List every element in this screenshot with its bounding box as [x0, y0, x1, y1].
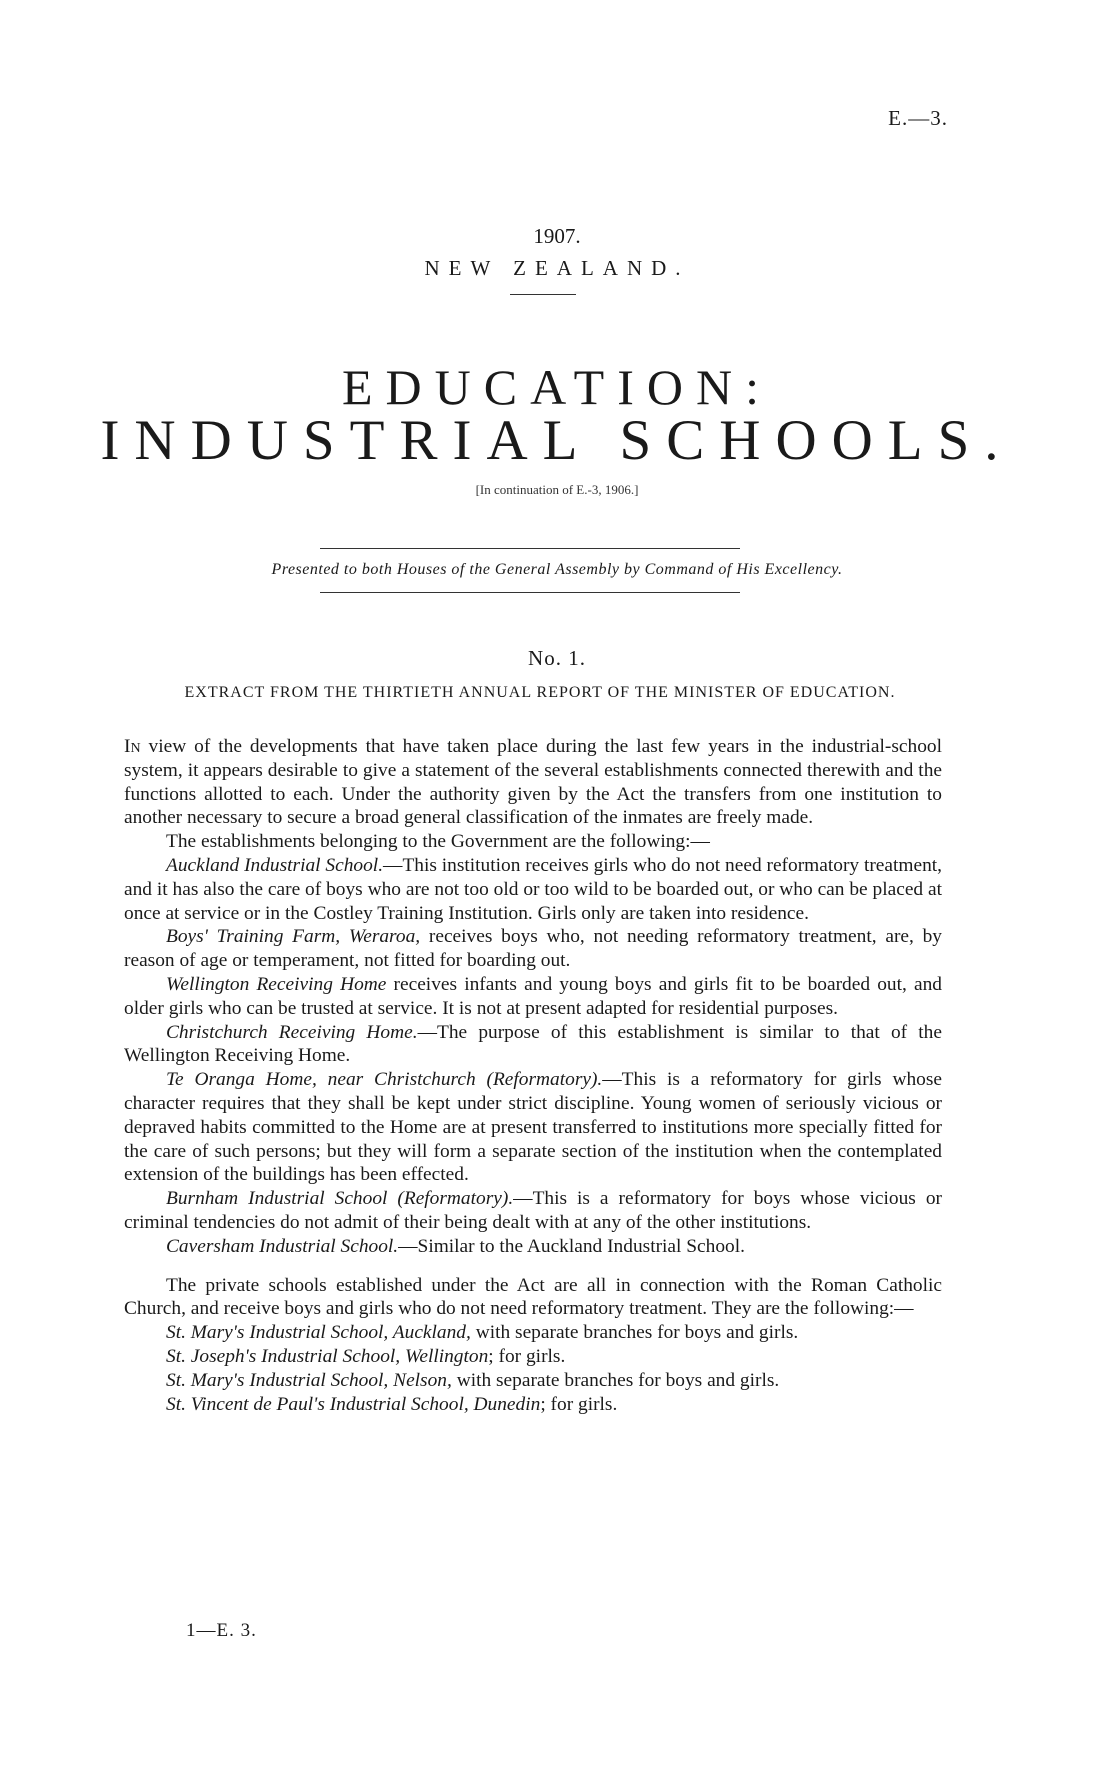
page-reference: E.—3. [888, 106, 948, 130]
report-body [124, 735, 942, 1416]
entry-burnham [124, 1187, 942, 1235]
page-signature: 1—E. 3. [186, 1620, 257, 1641]
institution-name: St. Vincent de Paul's Industrial School, Dunedin [166, 1393, 541, 1415]
institution-text: ; for girls. [488, 1345, 566, 1367]
entry-auckland [124, 854, 942, 925]
institution-name: St. Joseph's Industrial School, Wellington [166, 1345, 489, 1367]
institution-name: St. Mary's Industrial School, Nelson, [166, 1369, 452, 1391]
institution-name: Auckland Industrial School. [166, 854, 384, 876]
institution-text: receives infants and young boys and girls fit to be boarded out, and older girls who can be trusted at service. It is not at present adapted for residential purposes. [124, 973, 942, 1019]
entry-weraroa [124, 925, 942, 973]
institution-name: Wellington Receiving Home [166, 973, 387, 995]
institution-name: Christchurch Receiving Home. [166, 1021, 418, 1043]
entry-caversham [124, 1235, 942, 1259]
short-divider [510, 294, 576, 295]
continuation-note: [In continuation of E.-3, 1906.] [475, 482, 639, 497]
extract-heading: EXTRACT FROM THE THIRTIETH ANNUAL REPORT OF THE MINISTER OF EDUCATION. [184, 684, 896, 701]
presented-rule-bottom [320, 592, 740, 593]
entry-te-oranga [124, 1068, 942, 1187]
entry-st-josephs [124, 1345, 942, 1369]
title-line-2: INDUSTRIAL SCHOOLS. [100, 409, 1014, 472]
entry-christchurch [124, 1021, 942, 1069]
country-heading: NEW ZEALAND. [424, 256, 690, 280]
presented-line: Presented to both Houses of the General Assembly by Command of His Excellency. [271, 561, 843, 578]
institution-name: Te Oranga Home, near Christchurch (Reformatory). [166, 1069, 603, 1091]
section-number: No. 1. [528, 646, 586, 670]
paragraph-government-list: The establishments belonging to the Government are the following:— [166, 831, 710, 853]
title-line-1: EDUCATION: [342, 359, 772, 415]
institution-name: Boys' Training Farm, Weraroa, [166, 926, 421, 948]
institution-text: —This institution receives girls who do not need reformatory treatment, and it has also the care of boys who are not too old or too wild to be boarded out, or who can be placed at once at service or in the Costley Training Institution. Girls only are taken into residence. [124, 854, 943, 924]
entry-st-marys-auckland [124, 1321, 942, 1345]
entry-st-vincent [124, 1393, 942, 1417]
institution-text: ; for girls. [540, 1393, 618, 1415]
intro-text: view of the developments that have taken place during the last few years in the industrial-school system, it appears desirable to give a statement of the several establishments connected therewith and the functions allotted to each. Under the authority given by the Act the transfers from one institution to another necessary to secure a broad general classification of the inmates are freely made. [124, 736, 942, 829]
institution-text: with separate branches for boys and girls. [470, 1322, 799, 1344]
institution-name: Caversham Industrial School. [166, 1235, 399, 1257]
institution-text: receives boys who, not needing reformatory treatment, are, by reason of age or temperament, not fitted for boarding out. [124, 926, 943, 972]
institution-text: —Similar to the Auckland Industrial School. [398, 1235, 745, 1257]
institution-text: —This is a reformatory for boys whose vicious or criminal tendencies do not admit of their being dealt with at any of the other institutions. [124, 1188, 942, 1233]
institution-text: with separate branches for boys and girls. [451, 1369, 780, 1391]
institution-text: —The purpose of this establishment is similar to that of the Wellington Receiving Home. [124, 1021, 942, 1067]
entry-st-marys-nelson [124, 1369, 942, 1393]
institution-name: Burnham Industrial School (Reformatory). [166, 1188, 514, 1210]
report-year: 1907. [533, 224, 581, 248]
paragraph-private-schools: The private schools established under the Act are all in connection with the Roman Catholic Church, and receive boys and girls who do not need reformatory treatment. They are the following:— [124, 1274, 942, 1320]
institution-name: St. Mary's Industrial School, Auckland, [166, 1322, 471, 1344]
paragraph-intro [124, 735, 942, 830]
presented-rule-top [320, 548, 740, 549]
entry-wellington [124, 973, 942, 1021]
drop-lead: In [124, 736, 141, 757]
institution-text: —This is a reformatory for girls whose character requires that they shall be kept under strict discipline. Young women of seriously vicious or depraved habits committed to the Home are at present transferred to institutions more specially fitted for the care of such persons; but they will form a separate section of the institution when the contemplated extension of the buildings has been effected. [124, 1069, 942, 1186]
